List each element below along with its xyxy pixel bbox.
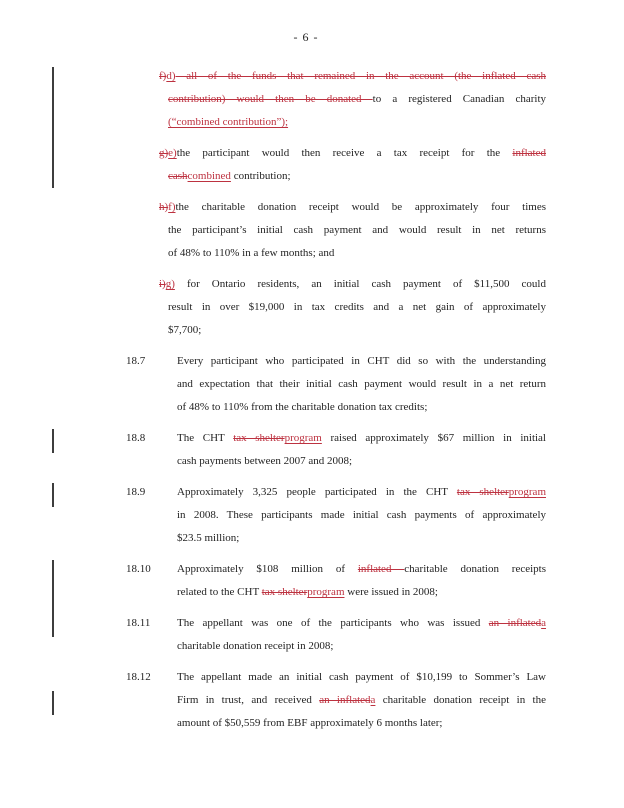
text-run: Every participant who participated in CHT did so with the understanding [177,355,546,367]
paragraph-number: 18.10 [126,563,151,575]
deleted-text: cash [168,170,188,182]
list-item [159,273,546,342]
text-line [177,396,546,419]
text-line [168,219,546,242]
text-line [177,712,546,735]
text-run: of 48% to 110% from the charitable donation tax credits; [177,401,428,413]
text-line [177,450,546,473]
text-line [177,689,546,712]
deleted-text: tax shelter [233,432,285,444]
text-line [177,504,546,527]
inserted-text: g) [165,278,175,290]
inserted-text: program [284,432,322,444]
text-line [177,635,546,658]
text-run: of 48% to 110% in a few months; and [168,247,335,259]
text-line [159,142,546,165]
numbered-paragraph [126,481,546,550]
text-run: contribution; [230,170,291,182]
text-run: The appellant was one of the participants who was issued [177,617,489,629]
list-item [159,142,546,188]
text-line [177,373,546,396]
deleted-text: contribution) would then be donated [168,93,373,105]
text-run: result in over $19,000 in tax credits and a net gain of approximately [168,301,546,313]
text-run: charitable donation receipts [404,563,546,575]
page-number: - 6 - [293,30,319,44]
inserted-text: (“combined contribution”); [168,116,289,128]
text-line [168,242,546,265]
list-item [159,196,546,265]
paragraph-number: 18.8 [126,432,146,444]
text-line [177,558,546,581]
inserted-text: d) [166,70,176,82]
text-line [177,350,546,373]
text-run: amount of $50,559 from EBF approximately 6 months later; [177,717,443,729]
numbered-paragraph [126,612,547,658]
text-run: for Ontario residents, an initial cash payment of $11,500 could [174,278,546,290]
deleted-text: g) [159,147,169,159]
text-line [168,319,546,342]
deleted-text: tax shelter [456,486,509,498]
text-run: $7,700; [168,324,202,336]
text-run: $23.5 million; [177,532,240,544]
inserted-text: a [370,694,376,706]
text-line [177,427,546,450]
text-run: related to the CHT [177,586,262,598]
deleted-text: all of the funds that remained in the account (the inflated cash [175,70,546,82]
deleted-text: an inflated [319,694,371,706]
text-run: charitable donation receipt in 2008; [177,640,334,652]
numbered-paragraph [126,350,546,419]
text-run: raised approximately $67 million in initial [321,432,546,444]
text-run: the charitable donation receipt would be approximately four times [175,201,546,213]
text-line [168,111,546,134]
text-run: the participant would then receive a tax receipt for the [176,147,513,159]
numbered-paragraph [126,666,546,735]
numbered-paragraph [126,558,546,604]
text-run: Approximately $108 million of [177,563,358,575]
text-line [159,273,546,296]
deleted-text: inflated [512,147,546,159]
deleted-text: an inflated [488,617,542,629]
text-run: Approximately 3,325 people participated in the CHT [177,486,457,498]
text-line [168,165,546,188]
text-run: charitable donation receipt in the [375,694,546,706]
list-item [159,65,546,134]
inserted-text: e) [168,147,177,159]
paragraph-number: 18.11 [126,617,151,629]
text-run: The CHT [177,432,234,444]
text-run: and expectation that their initial cash payment would result in a net return [177,378,546,390]
text-run: to a registered Canadian charity [372,93,546,105]
text-line [177,666,546,689]
inserted-text: program [508,486,546,498]
inserted-text: combined [187,170,231,182]
paragraph-number: 18.7 [126,355,146,367]
paragraph-number: 18.12 [126,671,151,683]
text-run: in 2008. These participants made initial cash payments of approximately [177,509,546,521]
deleted-text: h) [159,201,169,213]
numbered-paragraph [126,427,546,473]
deleted-text: f) [159,70,167,82]
inserted-text: a [541,617,547,629]
text-run: Firm in trust, and received [177,694,320,706]
text-line [159,65,546,88]
paragraph-number: 18.9 [126,486,146,498]
text-line [177,527,546,550]
text-line [168,296,546,319]
inserted-text: f) [168,201,176,213]
text-line [177,581,546,604]
document-body [0,65,624,743]
inserted-text: program [307,586,345,598]
text-line [168,88,546,111]
text-run: were issued in 2008; [344,586,438,598]
text-run: The appellant made an initial cash payment of $10,199 to Sommer’s Law [177,671,546,683]
deleted-text: i) [159,278,166,290]
text-run: the participant’s initial cash payment and would result in net returns [168,224,546,236]
text-line [159,196,546,219]
text-run: cash payments between 2007 and 2008; [177,455,353,467]
text-line [177,481,546,504]
text-line [177,612,546,635]
deleted-text: inflated [357,563,405,575]
deleted-text: tax shelter [261,586,308,598]
